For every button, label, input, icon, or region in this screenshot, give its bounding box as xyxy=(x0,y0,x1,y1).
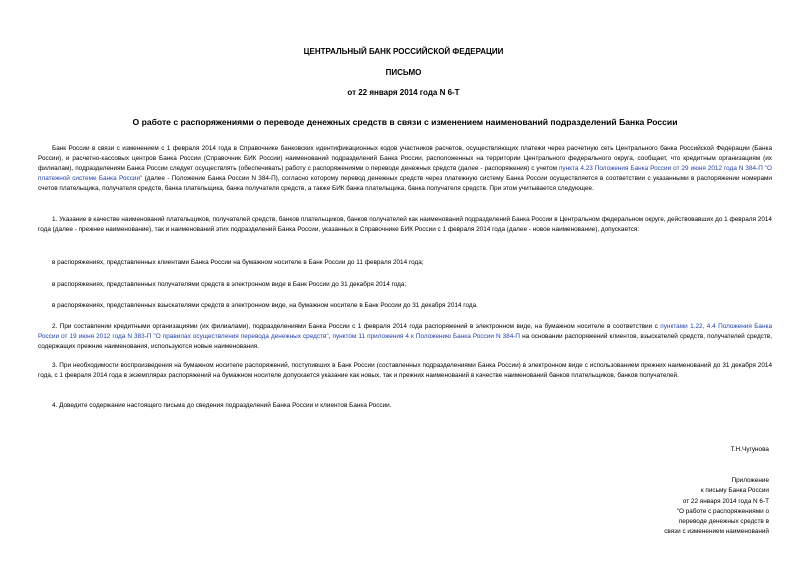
appendix-line: переводе денежных средств в xyxy=(678,518,769,526)
item-3-paragraph: 3. При необходимости воспроизведения на бумажном носителе распоряжений, поступивших в Банк России (составленных подразделениями Банка России) в электронном виде с использованием прежних наименований до 31 декабря 2014 года, с 1 февраля 2014 года в экземплярах распоряжений на бумажном носителе допускается указание как новых, так и прежних наименований в качестве наименований банков плательщиков, банков получателей. xyxy=(38,362,772,380)
sub-item-paper-clients: в распоряжениях, представленных клиентами Банка России на бумажном носителе в Банк России до 11 февраля 2014 года; xyxy=(52,259,424,266)
document-date-number: от 22 января 2014 года N 6-Т xyxy=(347,88,460,97)
issuer-heading: ЦЕНТРАЛЬНЫЙ БАНК РОССИЙСКОЙ ФЕДЕРАЦИИ xyxy=(303,47,504,56)
link-regulation-384p-appendix-4[interactable]: пунктом 11 приложения 4 к Положению Банка России N 384-П xyxy=(332,333,521,341)
appendix-line: к письму Банка России xyxy=(700,487,769,495)
link-regulation-383p-clauses[interactable]: пунктами 1.22, 4.4 Положения Банка России от 19 июня 2012 года N 383-П "О правилах осуществления перевода денежных средств" xyxy=(38,323,772,341)
item-1-paragraph: 1. Указание в качестве наименований плательщиков, получателей средств, банков плательщиков, банков получателей как наименований подразделений Банка России в Центральном федеральном округе, действовавших до 1 февраля 2014 года (далее - прежнее наименование), так и наименований этих подразделений Банка России, указанных в Справочнике БИК России с 1 февраля 2014 года (далее - новое наименование), допускается: xyxy=(38,216,772,234)
appendix-line: Приложение xyxy=(731,477,769,484)
item-2-text-3: на основании распоряжений клиентов, взыскателей средств, получателей средств, содержащих прежние наименования, используются новые наименования. xyxy=(38,333,772,351)
item-4-paragraph: 4. Доведите содержание настоящего письма до сведения подразделений Банка России и клиентов Банка России. xyxy=(52,402,392,409)
signature-name: Т.Н.Чугунова xyxy=(730,446,769,453)
item-2-text-1: 2. При составлении кредитными организациями (их филиалами), подразделениями Банка России с 1 февраля 2014 года распоряжений в электронном виде, на бумажном носителе в соответствии с xyxy=(52,323,661,330)
item-2-text-2: , xyxy=(328,333,333,341)
document-type: ПИСЬМО xyxy=(385,68,422,77)
appendix-line: от 22 января 2014 года N 6-Т xyxy=(682,497,769,505)
document-title: О работе с распоряжениями о переводе денежных средств в связи с изменением наименований подразделений Банка России xyxy=(132,117,678,127)
intro-text-1: Банк России в связи с изменением с 1 февраля 2014 года в Справочнике банковских идентификационных кодов участников расчетов, осуществляющих платежи через расчетную сеть Центрального банка Российской Федерации (Банка России), и расчетно-кассовых центров Банка России (Справочник БИК России) наименований подразделений Банка России, расположенных на территории Центрального федерального округа, сообщает, что кредитным организациям (их филиалам), подразделениям Банка России следует осуществлять (обеспечивать) работу с распоряжениями о переводе денежных средств (далее - распоряжения) с учетом xyxy=(38,145,772,173)
link-regulation-384p-clause-4-23[interactable]: пункта 4.23 Положения Банка России от 29 июня 2012 года N 384-П "О платежной системе Банка России" xyxy=(38,165,772,183)
sub-item-electronic-recipients: в распоряжениях, представленных получателями средств в электронном виде в Банк России до 31 декабря 2014 года; xyxy=(52,281,407,288)
appendix-line: связи с изменением наименований xyxy=(664,528,769,536)
intro-paragraph xyxy=(38,144,772,194)
appendix-line: "О работе с распоряжениями о xyxy=(676,507,769,515)
intro-text-2: (далее - Положение Банка России N 384-П), согласно которому перевод денежных средств через платежную систему Банка России осуществляется в соответствии с указанными в распоряжении номерами счетов плательщика, получателя средств, банка плательщика, банка получателя средств, а также БИК банка плательщика, банка получателя средств. При этом учитывается следующее. xyxy=(38,175,772,193)
appendix-block xyxy=(664,476,769,538)
item-2-paragraph xyxy=(38,322,772,352)
sub-item-collectors: в распоряжениях, представленных взыскателями средств в электронном виде, на бумажном носителе в Банк России до 31 декабря 2014 года. xyxy=(52,302,478,309)
